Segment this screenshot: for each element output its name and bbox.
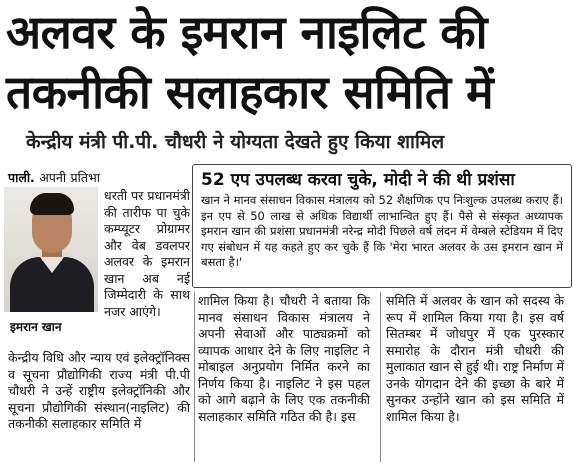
column-divider-2 <box>380 292 381 462</box>
subheadline: केन्द्रीय मंत्री पी.पी. चौधरी ने योग्यता देखते हुए किया शामिल <box>26 131 445 153</box>
box-title: 52 एप उपलब्ध करवा चुके, मोदी ने की थी प्रशंसा <box>201 170 515 190</box>
headline-line-1: अलवर के इमरान नाइलिट की <box>6 5 488 59</box>
lead-text-continued: धरती पर प्रधानमंत्री की तारीफ पा चुके कम्प्यूटर प्रोग्रामर और वेब डवलपर अलवर के इमरान खान अब नई जिम्मेदारी के साथ नजर आएंगे। <box>104 188 190 319</box>
highlight-box <box>192 164 572 288</box>
dateline: पाली. <box>8 170 35 185</box>
box-text: खान ने मानव संसाधन विकास मंत्रालय को 52 शैक्षणिक एप निःशुल्क उपलब्ध कराए हैं। इन एप से 50 लाख से अधिक विद्यार्थी लाभान्वित हुए हैं। पैसे से संस्कृत अध्यापक इमरान खान की प्रशंसा प्रधानमंत्री नरेन्द्र मोदी पिछले वर्ष लंदन में वेम्बले स्टेडियम में दिए गए संबोधन में यह कहते हुए कर चुके हैं कि 'मेरा भारत अलवर के उस इमरान खान में बसता है।' <box>201 193 563 269</box>
article-column-1: केन्द्रीय विधि और न्याय एवं इलेक्ट्रॉनिक्स व सूचना प्रौद्योगिकी राज्य मंत्री पी.पी चौधरी ने उन्हें राष्ट्रीय इलेक्ट्रॉनिकी और सूचना प्रौद्योगिकी संस्थान(नाइलिट) की तकनीकी सलाहकार समिति में <box>8 350 190 431</box>
photo-caption: इमरान खान <box>10 320 62 334</box>
article-column-3: समिति में अलवर के खान को सदस्य के रूप में शामिल किया गया है। इस वर्ष सितम्बर में जोधपुर में एक पुरस्कार समारोह के दौरान मंत्री चौधरी की मुलाकात खान से हुई थी। राष्ट्र निर्माण में उनके योगदान देने की इच्छा के बारे में सुनकर उन्होंने खान को इस समिति में शामिल किया है। <box>386 293 564 424</box>
column-divider-1 <box>194 292 195 462</box>
portrait-photo <box>4 187 98 312</box>
headline-line-2: तकनीकी सलाहकार समिति में <box>6 65 494 119</box>
article-column-2: शामिल किया है। चौधरी ने बताया कि मानव संसाधन विकास मंत्रालय ने अपनी सेवाओं और पाठ्यक्रमों को व्यापक आधार देने के लिए नाइलिट ने मोबाइल अनुप्रयोग निर्मित करने का निर्णय किया है। नाइलिट ने इस पहल को आगे बढ़ाने के लिए एक तकनीकी सलाहकार समिति गठित की है। इस <box>198 293 370 424</box>
lead-text-a: अपनी प्रतिभा <box>39 170 100 185</box>
